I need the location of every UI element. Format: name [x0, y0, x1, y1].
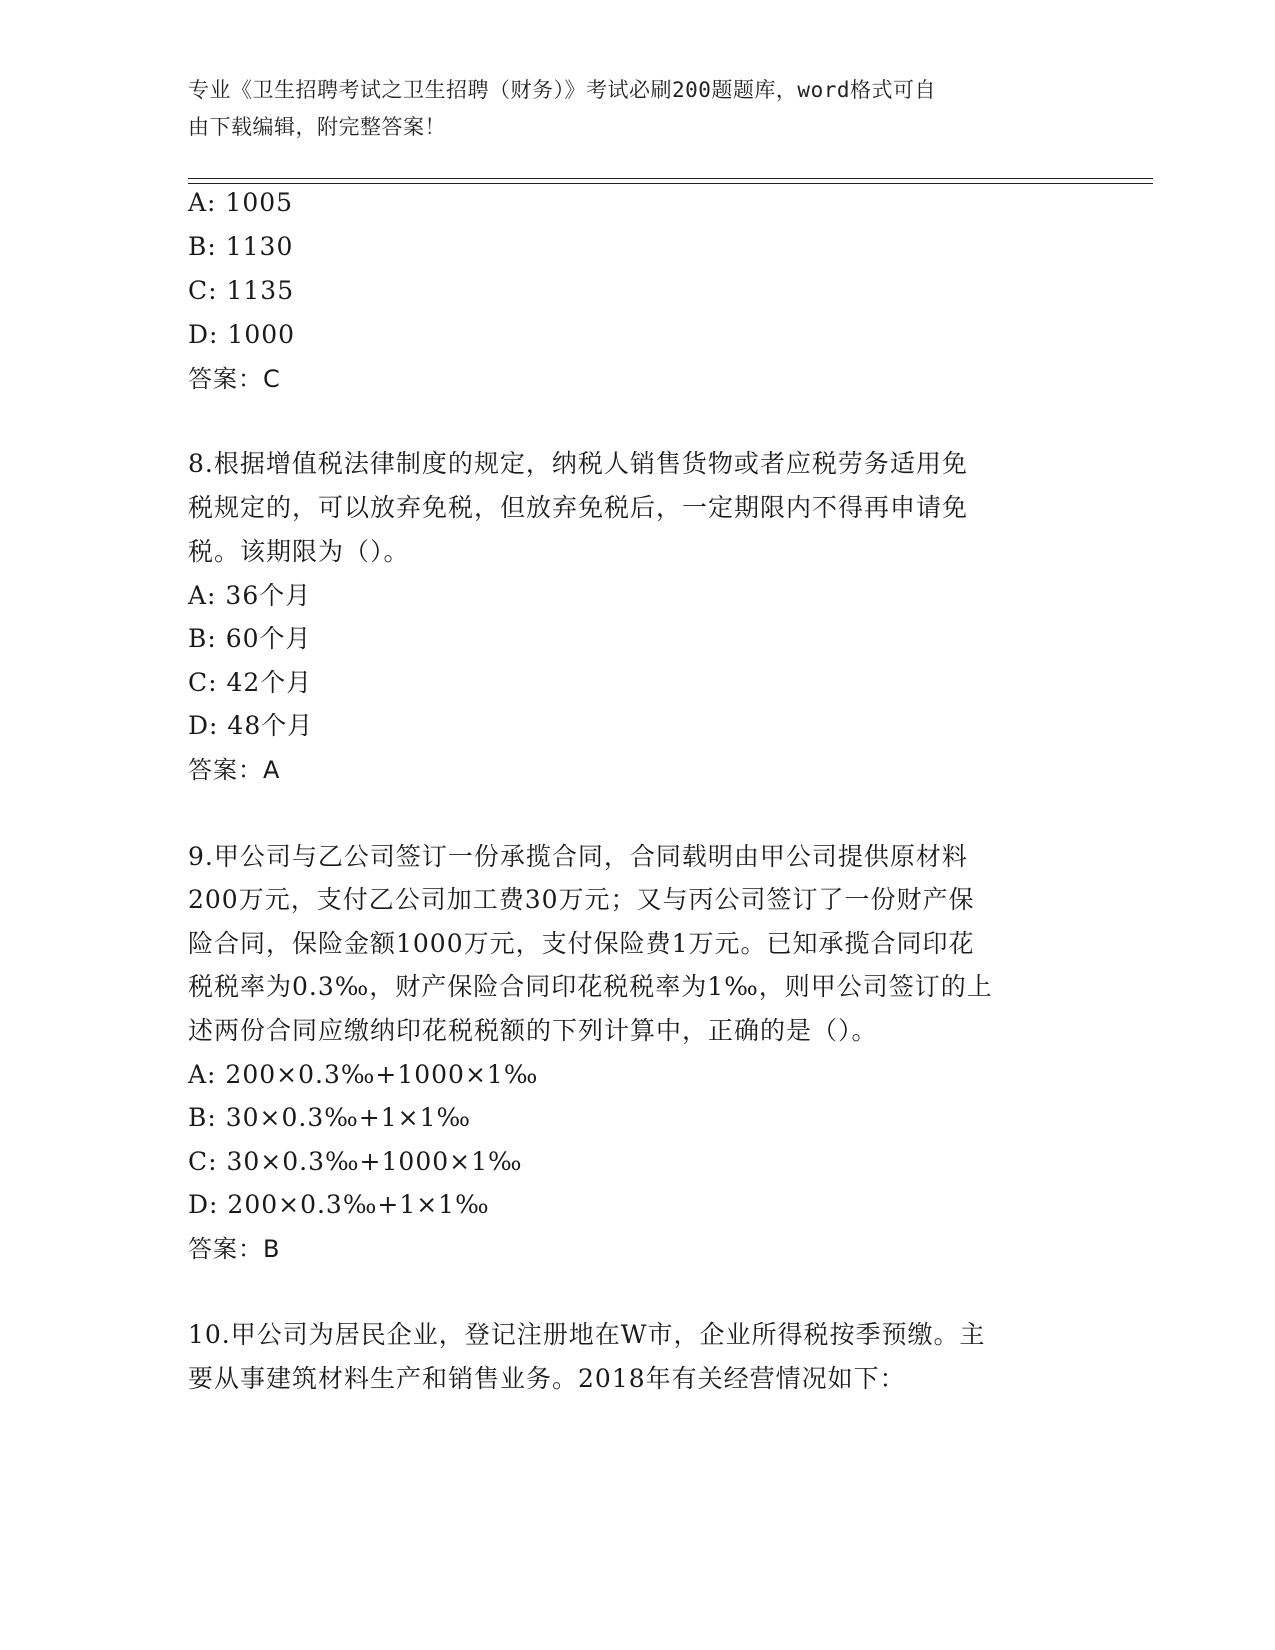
q9-stem-line-3: 险合同，保险金额1000万元，支付保险费1万元。已知承揽合同印花	[188, 929, 975, 958]
q8-option-c: C: 42个月	[188, 668, 313, 697]
q7-option-c: C: 1135	[188, 276, 295, 305]
q8-answer: 答案：A	[188, 756, 281, 784]
header-title-line-2: 由下载编辑，附完整答案！	[188, 115, 446, 139]
q9-option-d: D: 200×0.3‰+1×1‰	[188, 1190, 490, 1219]
q7-option-d: D: 1000	[188, 320, 296, 349]
header-divider-top	[188, 178, 1153, 179]
q7-answer: 答案：C	[188, 365, 281, 393]
header-divider-bottom	[188, 183, 1153, 184]
q7-option-b: B: 1130	[188, 232, 294, 261]
q10-stem-line-1: 10.甲公司为居民企业，登记注册地在W市，企业所得税按季预缴。主	[188, 1320, 986, 1349]
q9-answer: 答案：B	[188, 1235, 281, 1263]
q10-stem-line-2: 要从事建筑材料生产和销售业务。2018年有关经营情况如下：	[188, 1364, 906, 1393]
q9-option-a: A: 200×0.3‰+1000×1‰	[188, 1060, 539, 1089]
q9-option-c: C: 30×0.3‰+1000×1‰	[188, 1147, 523, 1176]
q8-stem-line-2: 税规定的，可以放弃免税，但放弃免税后，一定期限内不得再申请免	[188, 493, 969, 522]
q8-stem-line-1: 8.根据增值税法律制度的规定，纳税人销售货物或者应税劳务适用免	[188, 449, 968, 478]
q7-option-a: A: 1005	[188, 188, 294, 217]
q9-stem-line-4: 税税率为0.3‰，财产保险合同印花税税率为1‰，则甲公司签订的上	[188, 972, 993, 1001]
q9-stem-line-5: 述两份合同应缴纳印花税税额的下列计算中，正确的是（）。	[188, 1016, 878, 1045]
q8-option-a: A: 36个月	[188, 581, 312, 610]
q8-option-b: B: 60个月	[188, 624, 312, 653]
q8-option-d: D: 48个月	[188, 711, 314, 740]
q9-stem-line-2: 200万元，支付乙公司加工费30万元；又与丙公司签订了一份财产保	[188, 885, 975, 914]
q8-stem-line-3: 税。该期限为（）。	[188, 537, 410, 566]
header-title-line-1: 专业《卫生招聘考试之卫生招聘（财务）》考试必刷200题题库，word格式可自	[188, 78, 936, 102]
document-header	[188, 72, 1068, 146]
q9-option-b: B: 30×0.3‰+1×1‰	[188, 1103, 472, 1132]
q9-stem-line-1: 9.甲公司与乙公司签订一份承揽合同，合同载明由甲公司提供原材料	[188, 842, 968, 871]
